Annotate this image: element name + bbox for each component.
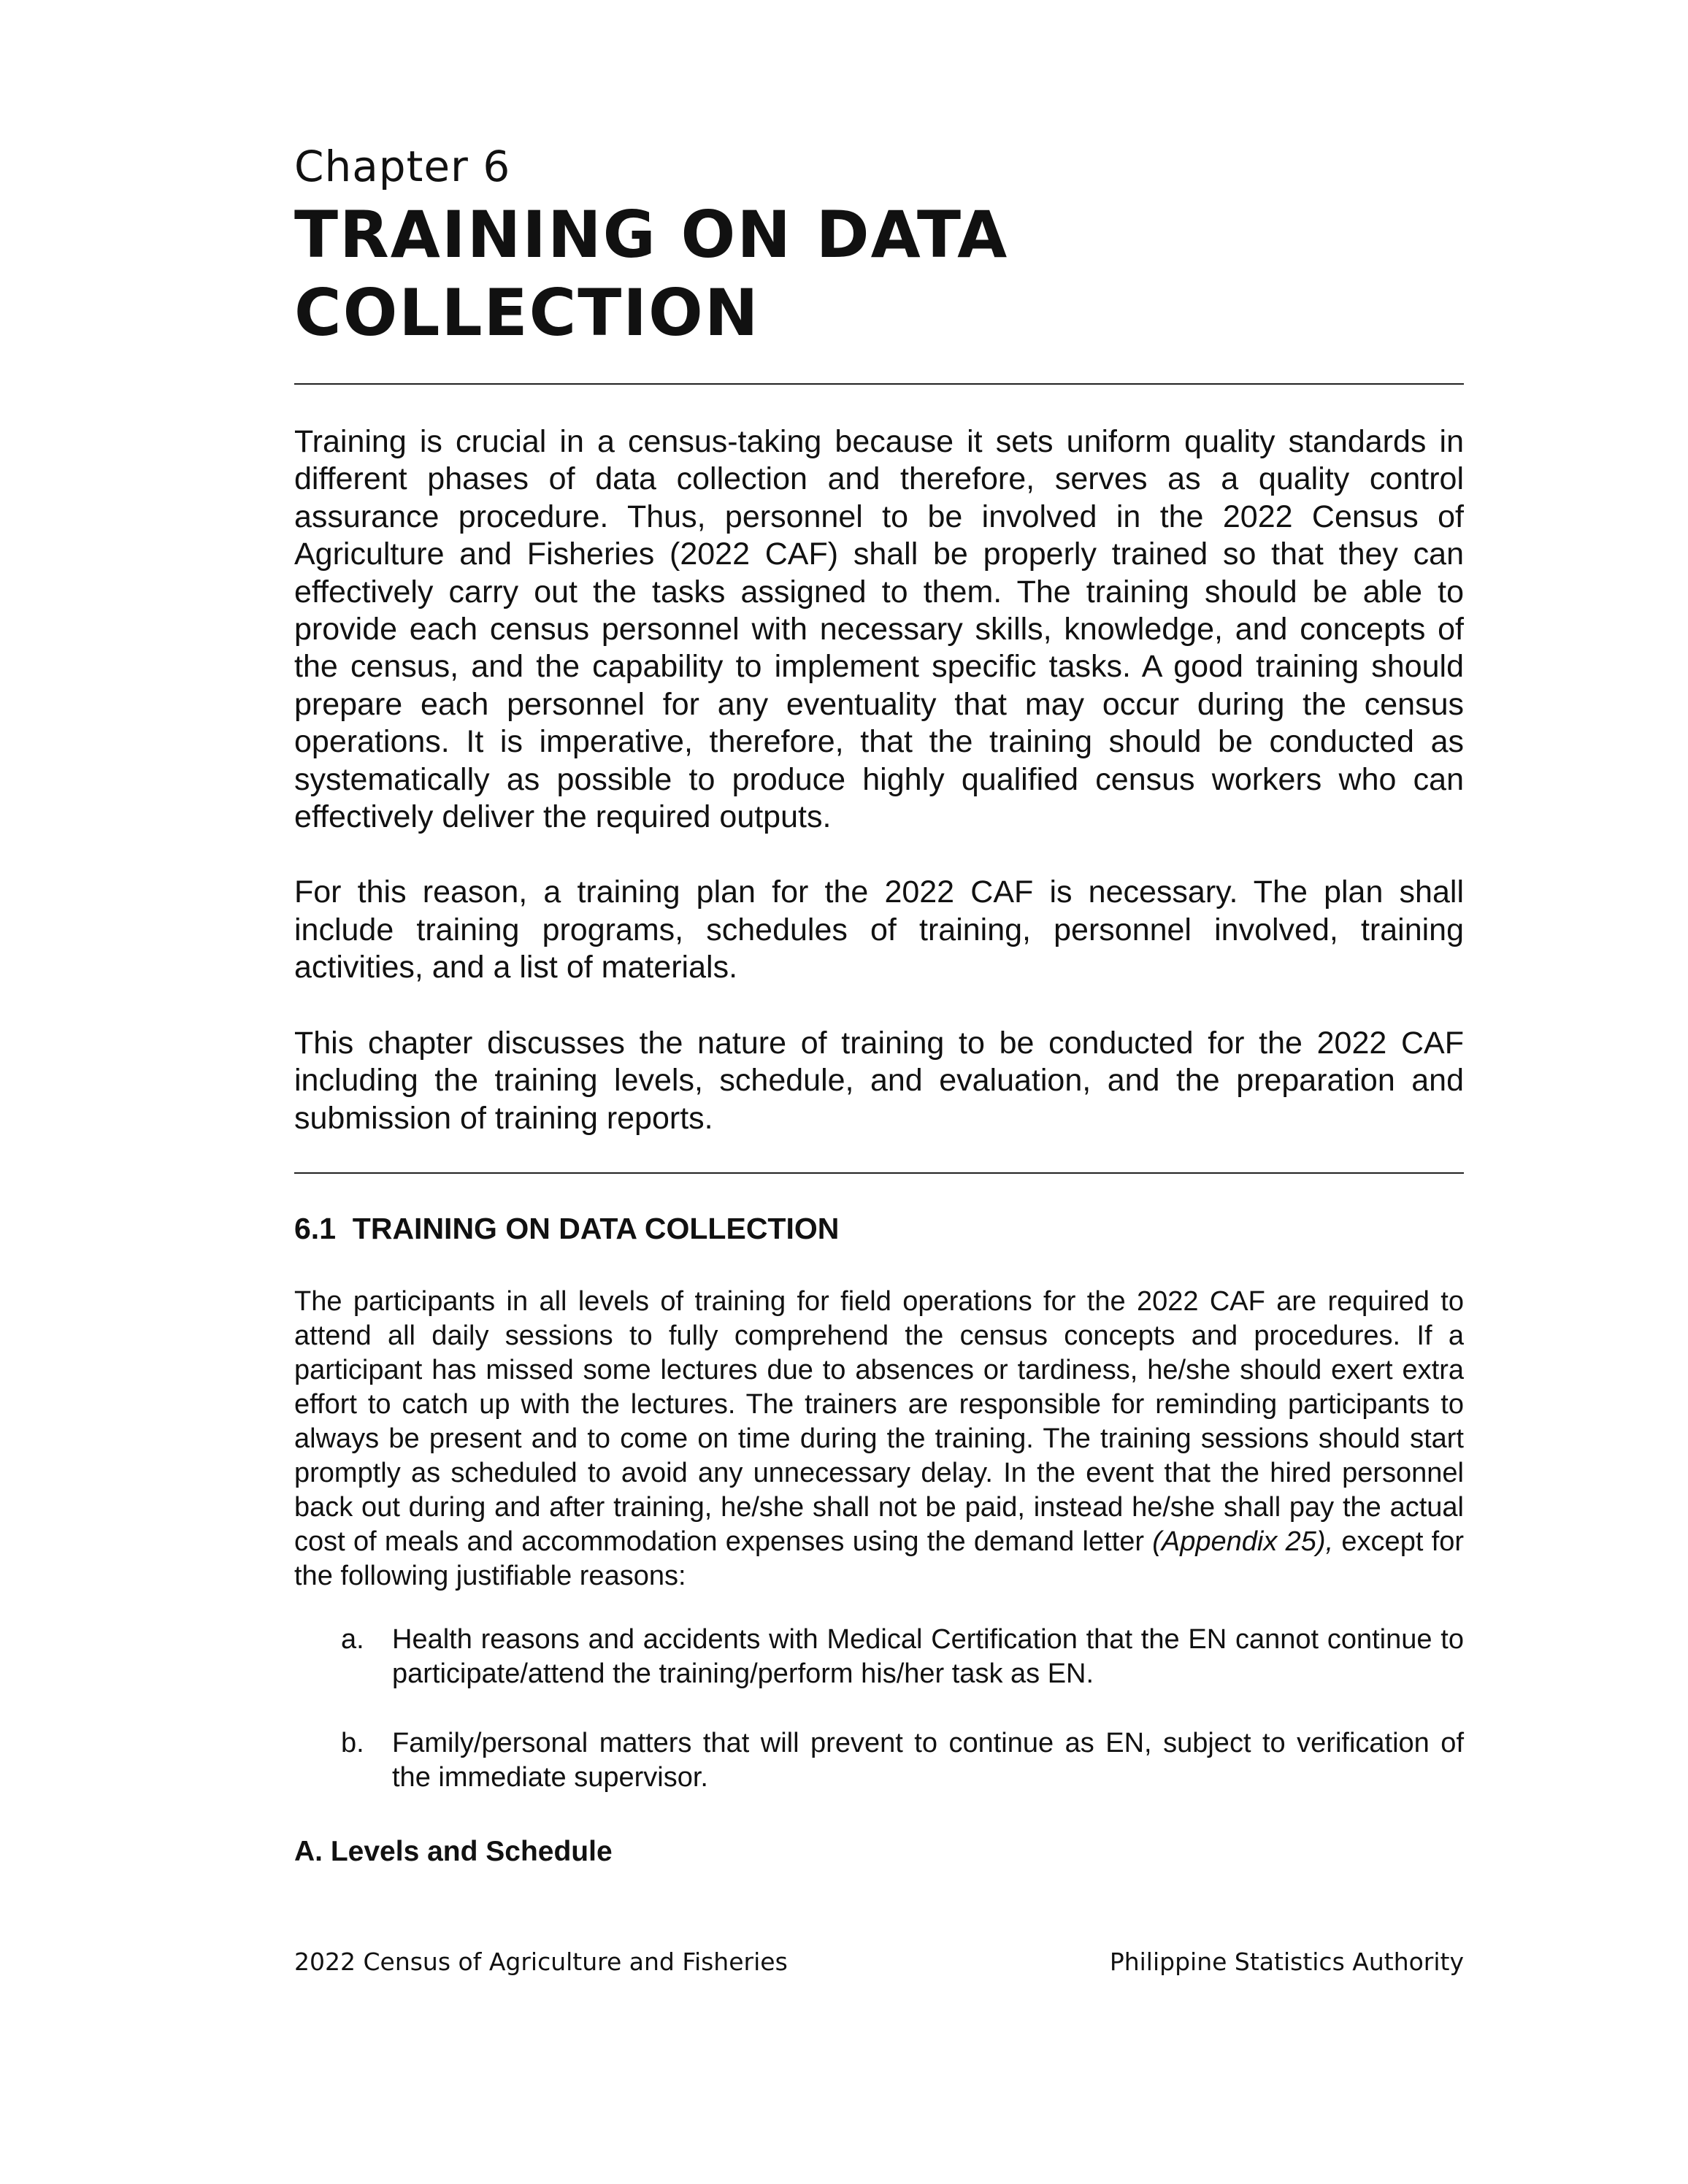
justifiable-reasons-list bbox=[294, 1623, 1464, 1795]
bottom-divider bbox=[294, 1172, 1464, 1174]
chapter-label: Chapter 6 bbox=[294, 142, 511, 191]
paragraph-text-end: except for the following justifiable reasons: bbox=[294, 1526, 1464, 1591]
subsection-heading: A. Levels and Schedule bbox=[294, 1836, 613, 1867]
intro-paragraph: For this reason, a training plan for the 2022 CAF is necessary. The plan shall include training programs, schedules of training, personnel involved, training activities, and a list of materials. bbox=[294, 874, 1464, 985]
footer-right: Philippine Statistics Authority bbox=[1109, 1947, 1464, 1976]
section-heading bbox=[294, 1210, 839, 1247]
list-item-text: Family/personal matters that will prevent to continue as EN, subject to verification of the immediate supervisor. bbox=[392, 1728, 1464, 1793]
list-item bbox=[294, 1726, 1464, 1795]
intro-section bbox=[294, 423, 1464, 1137]
section-body bbox=[294, 1285, 1464, 1830]
appendix-reference: (Appendix 25), bbox=[1152, 1526, 1334, 1557]
document-page bbox=[294, 0, 1464, 2184]
paragraph-text: The participants in all levels of training for field operations for the 2022 CAF are required to attend all daily sessions to fully comprehend the census concepts and procedures. If a participant has missed some lectures due to absences or tardiness, he/she should exert extra effort to catch up with the lectures. The trainers are responsible for reminding participants to always be present and to come on time during the training. The training sessions should start promptly as scheduled to avoid any unnecessary delay. In the event that the hired personnel back out during and after training, he/she shall not be paid, instead he/she shall pay the actual cost of meals and accommodation expenses using the demand letter bbox=[294, 1286, 1464, 1557]
page-footer bbox=[294, 1947, 1464, 1977]
intro-paragraph: Training is crucial in a census-taking because it sets uniform quality standards in different phases of data collection and therefore, serves as a quality control assurance procedure. Thus, personnel to be involved in the 2022 Census of Agriculture and Fisheries (2022 CAF) shall be properly trained so that they can effectively carry out the tasks assigned to them. The training should be able to provide each census personnel with necessary skills, knowledge, and concepts of the census, and the capability to implement specific tasks. A good training should prepare each personnel for any eventuality that may occur during the census operations. It is imperative, therefore, that the training should be conducted as systematically as possible to produce highly qualified census workers who can effectively deliver the required outputs. bbox=[294, 424, 1464, 835]
list-marker: a. bbox=[341, 1624, 364, 1655]
intro-paragraph: This chapter discusses the nature of training to be conducted for the 2022 CAF including the training levels, schedule, and evaluation, and the preparation and submission of training reports. bbox=[294, 1025, 1464, 1136]
section-number: 6.1 bbox=[294, 1212, 336, 1245]
section-paragraph bbox=[294, 1285, 1464, 1593]
list-marker: b. bbox=[341, 1728, 364, 1758]
list-item-text: Health reasons and accidents with Medical Certification that the EN cannot continue to participate/attend the training/perform his/her task as EN. bbox=[392, 1624, 1464, 1689]
footer-left: 2022 Census of Agriculture and Fisheries bbox=[294, 1947, 788, 1976]
list-item bbox=[294, 1623, 1464, 1691]
top-divider bbox=[294, 383, 1464, 385]
chapter-title: TRAINING ON DATA COLLECTION bbox=[294, 197, 1009, 350]
section-title: TRAINING ON DATA COLLECTION bbox=[352, 1212, 840, 1245]
